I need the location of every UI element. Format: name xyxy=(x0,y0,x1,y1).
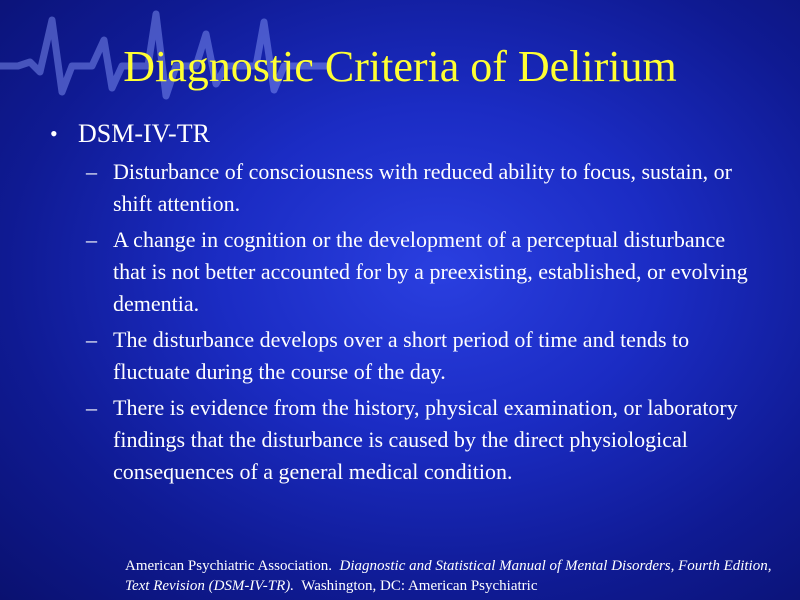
subbullet-dash: – xyxy=(86,159,97,184)
subbullet-dash: – xyxy=(86,395,97,420)
citation-place: Washington, DC: American Psychiatric xyxy=(301,578,538,594)
subbullet-dash: – xyxy=(86,227,97,252)
bullet-dsm xyxy=(50,118,760,150)
criterion-text: Disturbance of consciousness with reduced ability to focus, sustain, or shift attention. xyxy=(113,159,732,216)
criterion-item xyxy=(86,392,760,488)
slide-title: Diagnostic Criteria of Delirium xyxy=(123,42,677,91)
subbullet-dash: – xyxy=(86,327,97,352)
bullet-dot: • xyxy=(50,121,58,146)
criterion-text: The disturbance develops over a short period of time and tends to fluctuate during the course of the day. xyxy=(113,327,690,384)
citation-work: Diagnostic and Statistical Manual of Mental Disorders, Fourth Edition, Text Revision (DSM-IV-TR). xyxy=(125,558,772,594)
citation-author: American Psychiatric Association. xyxy=(125,558,333,574)
criterion-text: A change in cognition or the development of a perceptual disturbance that is not better accounted for by a preexisting, established, or evolving dementia. xyxy=(113,227,748,316)
criterion-text: There is evidence from the history, physical examination, or laboratory findings that the disturbance is caused by the direct physiological consequences of a general medical condition. xyxy=(113,395,738,484)
bullet-list xyxy=(50,118,760,492)
bullet-label: DSM-IV-TR xyxy=(78,119,210,148)
criterion-item xyxy=(86,156,760,220)
citation xyxy=(125,556,790,596)
criterion-item xyxy=(86,324,760,388)
criterion-item xyxy=(86,224,760,320)
